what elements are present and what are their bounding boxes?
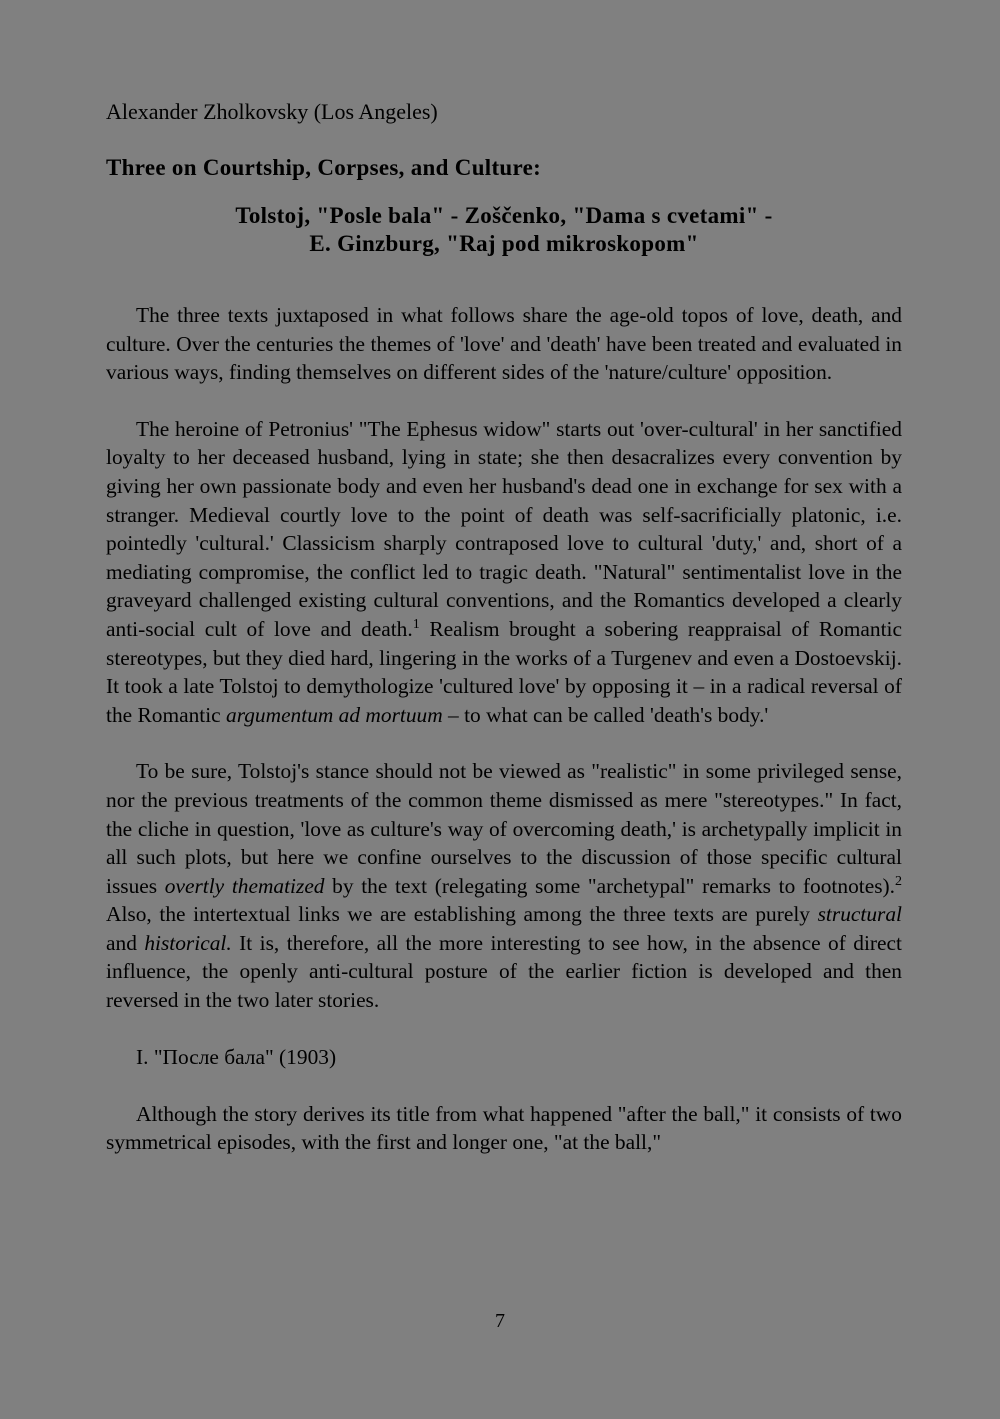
paragraph-3 [106, 757, 902, 1014]
page-number: 7 [495, 1310, 505, 1332]
page-content [106, 92, 902, 1185]
paragraph-3-italic-1: overtly thematized [164, 873, 325, 898]
subtitle-line-1: Tolstoj, "Posle bala" - Zoščenko, "Dama s cvetami" - [235, 203, 773, 228]
paragraph-2 [106, 415, 902, 730]
paragraph-2-text-c: – to what can be called 'death's body.' [442, 702, 769, 727]
paragraph-1: The three texts juxtaposed in what follows share the age-old topos of love, death, and culture. Over the centuries the themes of 'love' and 'death' have been treated and evaluated in various ways, finding themselves on different sides of the 'nature/culture' opposition. [106, 303, 902, 385]
paragraph-4: Although the story derives its title from what happened "after the ball," it consists of two symmetrical episodes, with the first and longer one, "at the ball," [106, 1101, 902, 1155]
section-heading: I. "После бала" (1903) [136, 1044, 337, 1069]
paragraph-3-text-e: It is, therefore, all the more interesting to see how, in the absence of direct influence, the openly anti-cultural posture of the earlier fiction is developed and then reversed in the two later stories. [106, 930, 902, 1013]
paragraph-2-italic: argumentum ad mortuum [226, 702, 443, 727]
paragraph-3-text-b: by the text (relegating some "archetypal" remarks to footnotes). [324, 873, 895, 898]
paragraph-2-text-b: Realism brought a sobering reappraisal of Romantic stereotypes, but they died hard, lingering in the works of a Turgenev and even a Dostoevskij. It took a late Tolstoj to demythologize 'cultured love' by opposing it – in a radical reversal of the Romantic [106, 616, 902, 727]
paragraph-3-text-c: Also, the intertextual links we are establishing among the three texts are purely [106, 902, 818, 927]
author-line: Alexander Zholkovsky (Los Angeles) [106, 99, 438, 124]
article-subtitle [106, 202, 902, 258]
footnote-ref-2[interactable]: 2 [895, 873, 902, 889]
article-body [106, 301, 902, 1157]
paragraph-3-text-a: To be sure, Tolstoj's stance should not be viewed as "realistic" in some privileged sense, nor the previous treatments of the common theme dismissed as mere "stereotypes." In fact, the cliche in question, 'love as culture's way of overcoming death,' is archetypally implicit in all such plots, but here we confine ourselves to the discussion of those specific cultural issues [106, 759, 902, 898]
paragraph-2-text-a: The heroine of Petronius' "The Ephesus widow" starts out 'over-cultural' in her sanctified loyalty to her deceased husband, lying in state; she then desacralizes every convention by giving her own passionate body and even her husband's dead one in exchange for sex with a stranger. Medieval courtly love to the point of death was self-sacrificially platonic, i.e. pointedly 'cultural.' Classicism sharply contraposed love to cultural 'duty,' and, short of a mediating compromise, the conflict led to tragic death. "Natural" sentimentalist love in the graveyard challenged existing cultural conventions, and the Romantics developed a clearly anti-social cult of love and death. [106, 416, 902, 641]
paragraph-3-italic-2: structural [817, 902, 902, 927]
footnote-ref-1[interactable]: 1 [412, 616, 420, 632]
article-title: Three on Courtship, Corpses, and Culture: [106, 155, 542, 180]
paragraph-3-text-d: and [106, 930, 145, 955]
subtitle-line-2: E. Ginzburg, "Raj pod mikroskopom" [309, 231, 699, 256]
paragraph-3-italic-3: historical. [144, 930, 232, 955]
